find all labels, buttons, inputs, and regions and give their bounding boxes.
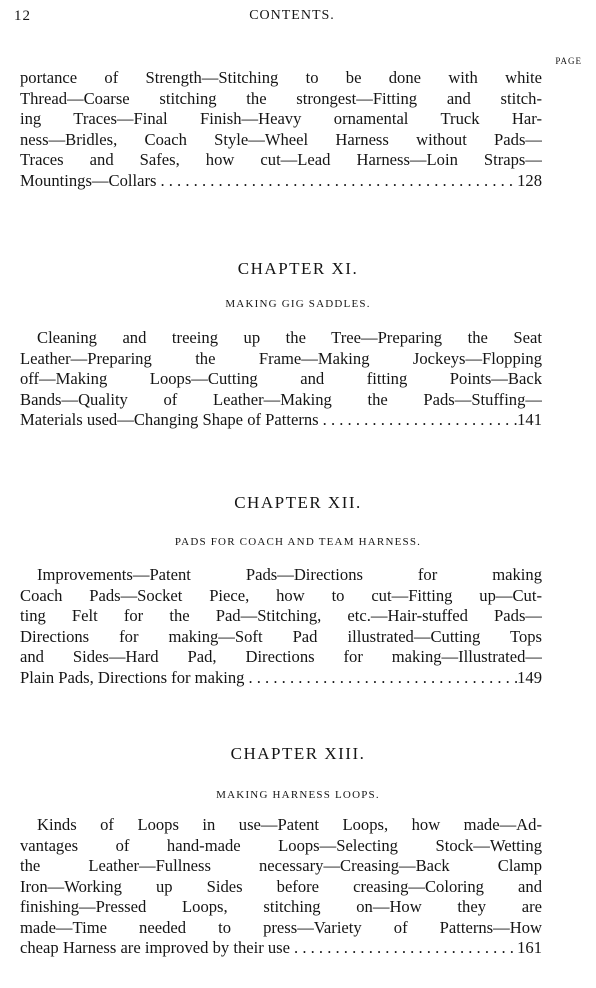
- toc-entry-chapter-12: [20, 565, 542, 688]
- entry-line: finishing—Pressed Loops, stitching on—How they are: [20, 897, 542, 916]
- chapter-subtitle: PADS FOR COACH AND TEAM HARNESS.: [174, 536, 422, 548]
- chapter-subtitle: MAKING GIG SADDLES.: [225, 298, 371, 310]
- entry-final-line: [20, 171, 542, 192]
- entry-line: Traces and Safes, how cut—Lead Harness—Loin Straps—: [20, 150, 542, 169]
- entry-line: Directions for making—Soft Pad illustrated—Cutting Tops: [20, 626, 542, 646]
- entry-line: portance of Strength—Stitching to be done with white: [20, 68, 542, 87]
- page-header: [14, 8, 570, 28]
- toc-entry-chapter-13: [20, 815, 542, 959]
- entry-line: Cleaning and treeing up the Tree—Preparing the Seat: [37, 328, 542, 347]
- entry-line: Iron—Working up Sides before creasing—Coloring and: [20, 876, 542, 896]
- entry-line: Bands—Quality of Leather—Making the Pads—Stuffing—: [20, 389, 542, 409]
- page-reference: 161: [517, 938, 542, 957]
- entry-line: Coach Pads—Socket Piece, how to cut—Fitting up—Cut-: [20, 585, 542, 605]
- page-reference: 141: [517, 410, 542, 429]
- chapter-heading: CHAPTER XI.: [237, 259, 359, 278]
- entry-line: Thread—Coarse stitching the strongest—Fitting and stitch-: [20, 88, 542, 108]
- entry-line: off—Making Loops—Cutting and fitting Points—Back: [20, 369, 542, 388]
- dot-leader: [156, 171, 517, 192]
- entry-final-line: [20, 410, 542, 431]
- entry-line: Leather—Preparing the Frame—Making Jockeys—Flopping: [20, 348, 542, 368]
- dot-leader: [290, 938, 517, 959]
- running-title: CONTENTS.: [249, 8, 335, 23]
- entry-line: vantages of hand-made Loops—Selecting Stock—Wetting: [20, 835, 542, 855]
- entry-line: the Leather—Fullness necessary—Creasing—Back Clamp: [20, 856, 542, 875]
- entry-line: made—Time needed to press—Variety of Patterns—How: [20, 917, 542, 937]
- entry-line: ing Traces—Final Finish—Heavy ornamental Truck Har-: [20, 109, 542, 128]
- page-number: 12: [14, 8, 31, 24]
- chapter-heading: CHAPTER XII.: [234, 493, 362, 512]
- entry-line: ness—Bridles, Coach Style—Wheel Harness without Pads—: [20, 129, 542, 149]
- entry-line: Materials used—Changing Shape of Patterns: [20, 410, 319, 429]
- toc-entry-chapter-11: [20, 328, 542, 431]
- page-column-label: PAGE: [555, 56, 582, 66]
- entry-line: cheap Harness are improved by their use: [20, 938, 291, 957]
- entry-line: Improvements—Patent Pads—Directions for making: [37, 565, 542, 584]
- chapter-heading: CHAPTER XIII.: [230, 744, 366, 763]
- page-reference: 128: [517, 170, 542, 190]
- dot-leader: [319, 410, 517, 431]
- entry-final-line: [20, 938, 542, 959]
- toc-entry-continuation: [20, 68, 542, 191]
- entry-line: Mountings—Collars: [20, 170, 157, 190]
- entry-line: and Sides—Hard Pad, Directions for making—Illustrated—: [20, 647, 542, 666]
- entry-line: Kinds of Loops in use—Patent Loops, how made—Ad-: [37, 815, 542, 834]
- entry-line: Plain Pads, Directions for making: [20, 667, 245, 687]
- chapter-subtitle: MAKING HARNESS LOOPS.: [216, 789, 380, 801]
- entry-line: ting Felt for the Pad—Stitching, etc.—Hair-stuffed Pads—: [20, 606, 542, 625]
- entry-final-line: [20, 668, 542, 689]
- dot-leader: [244, 668, 517, 689]
- page-reference: 149: [517, 667, 542, 687]
